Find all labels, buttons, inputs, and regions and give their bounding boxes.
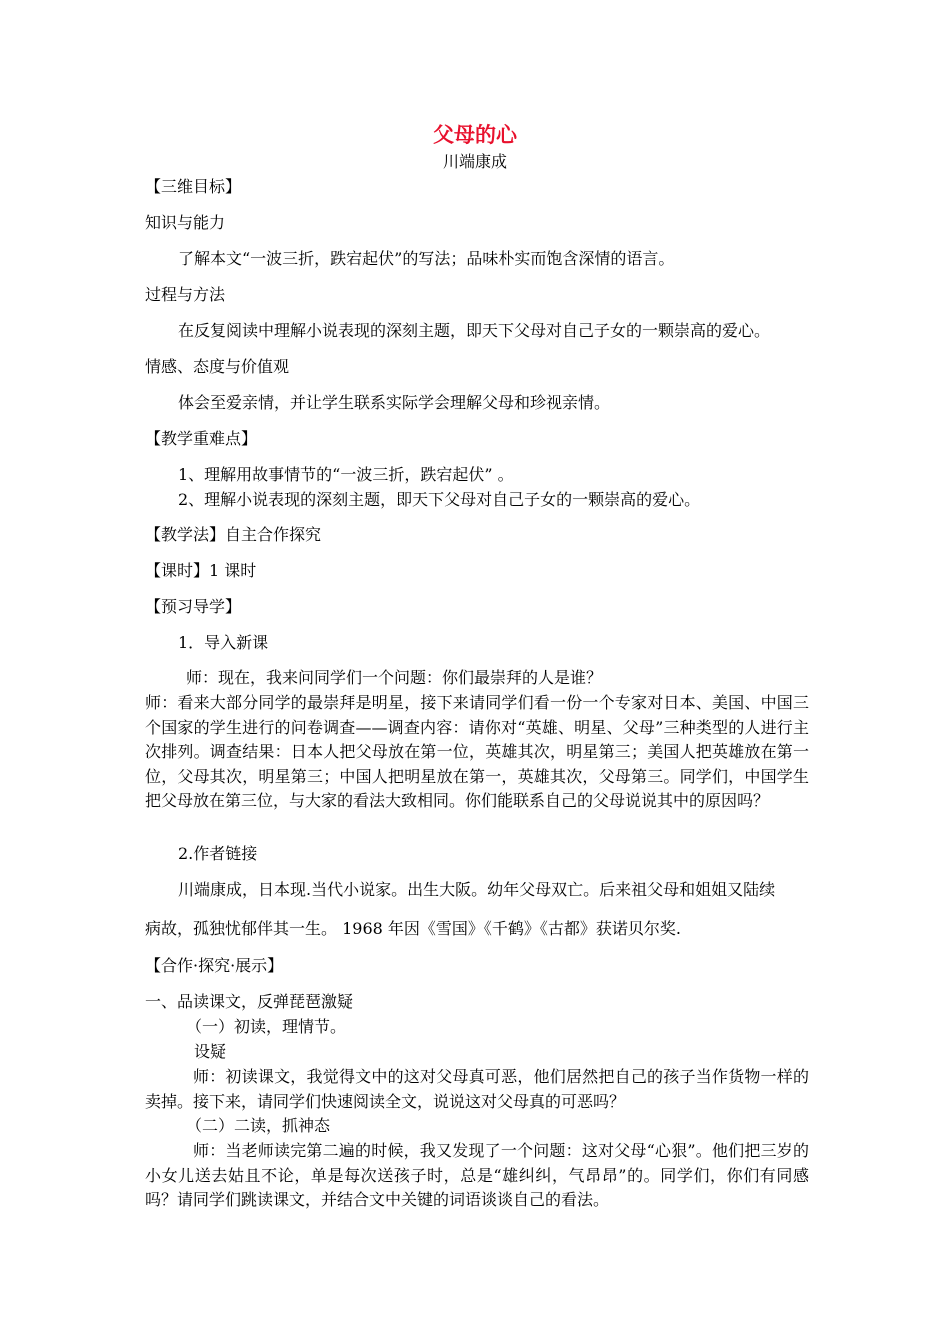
process-heading: 过程与方法 (145, 285, 226, 304)
part-one-heading: 一、品读课文，反弹琵琶激疑 (145, 992, 354, 1011)
emotion-text: 体会至爱亲情，并让学生联系实际学会理解父母和珍视亲情。 (178, 393, 611, 412)
teacher-question: 师：现在，我来问同学们一个问题：你们最崇拜的人是谁？ (186, 668, 603, 687)
preview-heading: 【预习导学】 (145, 597, 242, 616)
key-point-2: 2、理解小说表现的深刻主题，即天下父母对自己子女的一颗崇高的爱心。 (178, 490, 701, 509)
intro-heading: 1．导入新课 (178, 633, 269, 652)
author-bio-line-2: 病故，孤独忧郁伴其一生。 1968 年因《雪国》《千鹤》《古都》获诺贝尔奖. (145, 919, 681, 938)
method-line: 【教学法】自主合作探究 (145, 525, 322, 544)
hours-line: 【课时】1 课时 (145, 561, 257, 580)
knowledge-heading: 知识与能力 (145, 213, 226, 232)
emotion-heading: 情感、态度与价值观 (145, 357, 290, 376)
coop-heading: 【合作·探究·展示】 (145, 956, 284, 975)
goals-heading: 【三维目标】 (145, 177, 242, 196)
process-text: 在反复阅读中理解小说表现的深刻主题，即天下父母对自己子女的一颗崇高的爱心。 (178, 321, 771, 340)
author-link-heading: 2.作者链接 (178, 844, 258, 863)
author-bio-line-1: 川端康成，日本现.当代小说家。出生大阪。幼年父母双亡。后来祖父母和姐姐又陆续 (178, 880, 776, 899)
knowledge-text: 了解本文“一波三折，跌宕起伏”的写法；品味朴实而饱含深情的语言。 (178, 249, 675, 268)
author-name: 川端康成 (442, 152, 507, 171)
second-read-heading: （二）二读，抓神态 (186, 1116, 331, 1135)
page-title: 父母的心 (433, 122, 517, 147)
key-point-1: 1、理解用故事情节的“一波三折，跌宕起伏” 。 (178, 465, 514, 484)
teacher-survey-paragraph: 师：看来大部分同学的最崇拜是明星，接下来请同学们看一份一个专家对日本、美国、中国三个国家的学生进行的问卷调查——调查内容：请你对“英雄、明星、父母”三种类型的人进行主次排列。调查结果：日本人把父母放在第一位，英雄其次，明星第三；美国人把英雄放在第一位，父母其次，明星第三；中国人把明星放在第一，英雄其次，父母第三。同学们，中国学生把父母放在第三位，与大家的看法大致相同。你们能联系自己的父母说说其中的原因吗？ (145, 693, 809, 811)
second-read-paragraph: 师：当老师读完第二遍的时候，我又发现了一个问题：这对父母“心狠”。他们把三岁的小女儿送去姑且不论，单是每次送孩子时，总是“雄纠纠，气昂昂”的。同学们，你们有同感吗？请同学们跳读课文，并结合文中关键的词语谈谈自己的看法。 (145, 1141, 809, 1210)
key-points-heading: 【教学重难点】 (145, 429, 258, 448)
doubt-label: 设疑 (194, 1042, 227, 1061)
first-read-paragraph: 师：初读课文，我觉得文中的这对父母真可恶，他们居然把自己的孩子当作货物一样的卖掉。接下来，请同学们快速阅读全文，说说这对父母真的可恶吗？ (145, 1067, 809, 1111)
first-read-heading: （一）初读，理情节。 (186, 1017, 347, 1036)
